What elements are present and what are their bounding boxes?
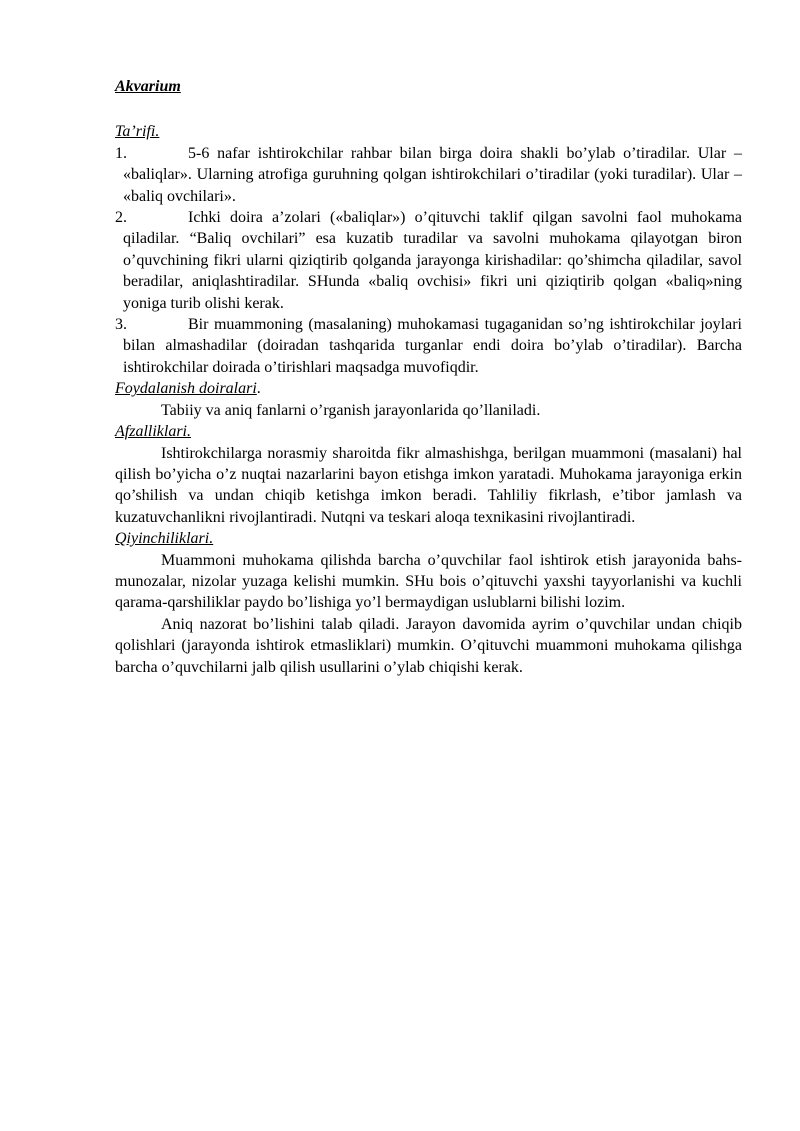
usage-heading: Foydalanish doiralari <box>115 380 257 398</box>
step-text: Ichki doira a’zolari («baliqlar») o’qituvchi taklif qilgan savolni faol muhokama qiladilar. “Baliq ovchilari” esa kuzatib turadilar va savolni muhokama qilayotgan biron o’quvchining fikri ularni qiziqtirib qolganda jarayonga kirishadilar: qo’shimcha qiladilar, savol beradilar, aniqlashtiradilar. SHunda «baliq ovchisi» fikri uni qiziqtirib qolgan «baliq»ning yoniga turib olishi kerak. <box>123 209 742 312</box>
list-item <box>115 314 742 378</box>
step-number: 2. <box>115 209 127 227</box>
usage-heading-line <box>115 378 742 399</box>
difficulties-paragraph: Muammoni muhokama qilishda barcha o’quvchilar faol ishtirok etish jarayonida bahs-munozalar, nizolar yuzaga kelishi mumkin. SHu bois o’qituvchi yaxshi tayyorlanishi va kuchli qarama-qarshiliklar paydo bo’lishiga yo’l bermaydigan uslublarni bilishi lozim. <box>115 551 742 612</box>
steps-list <box>115 143 742 378</box>
difficulties-paragraph: Aniq nazorat bo’lishini talab qiladi. Jarayon davomida ayrim o’quvchilar undan chiqib qolishlari (jarayonda ishtirok etmasliklari) mumkin. O’qituvchi muammoni muhokama qilishga barcha o’quvchilarni jalb qilish usullarini o’ylab chiqishi kerak. <box>115 615 742 676</box>
list-item <box>115 143 742 207</box>
usage-paragraph: Tabiiy va aniq fanlarni o’rganish jarayonlarida qo’llaniladi. <box>161 401 541 419</box>
step-text: 5-6 nafar ishtirokchilar rahbar bilan birga doira shakli bo’ylab o’tiradilar. Ular – «baliqlar». Ularning atrofiga guruhning qolgan ishtirokchilari o’tiradilar (yoki turadilar). Ular – «baliq ovchilari». <box>123 144 742 205</box>
step-number: 3. <box>115 316 127 334</box>
definition-heading: Ta’rifi. <box>115 123 160 141</box>
usage-heading-suffix: . <box>256 380 261 398</box>
document-page <box>115 76 742 678</box>
advantages-heading: Afzalliklari. <box>115 423 191 441</box>
advantages-paragraph: Ishtirokchilarga norasmiy sharoitda fikr almashishga, berilgan muammoni (masalani) hal qilish bo’yicha o’z nuqtai nazarlarini bayon etishga imkon yaratadi. Muhokama jarayoniga erkin qo’shilish va undan chiqib ketishga imkon beradi. Tahliliy fikrlash, e’tibor jamlash va kuzatuvchanlikni rivojlantiradi. Nutqni va teskari aloqa texnikasini rivojlantiradi. <box>115 444 742 526</box>
list-item <box>115 207 742 314</box>
step-text: Bir muammoning (masalaning) muhokamasi tugaganidan so’ng ishtirokchilar joylari bilan almashadilar (doiradan tashqarida turganlar endi doira bo’ylab o’tiradilar). Barcha ishtirokchilar doirada o’tirishlari maqsadga muvofiqdir. <box>123 316 742 376</box>
document-title: Akvarium <box>115 78 181 95</box>
difficulties-heading: Qiyinchiliklari. <box>115 530 214 548</box>
step-number: 1. <box>115 144 127 162</box>
